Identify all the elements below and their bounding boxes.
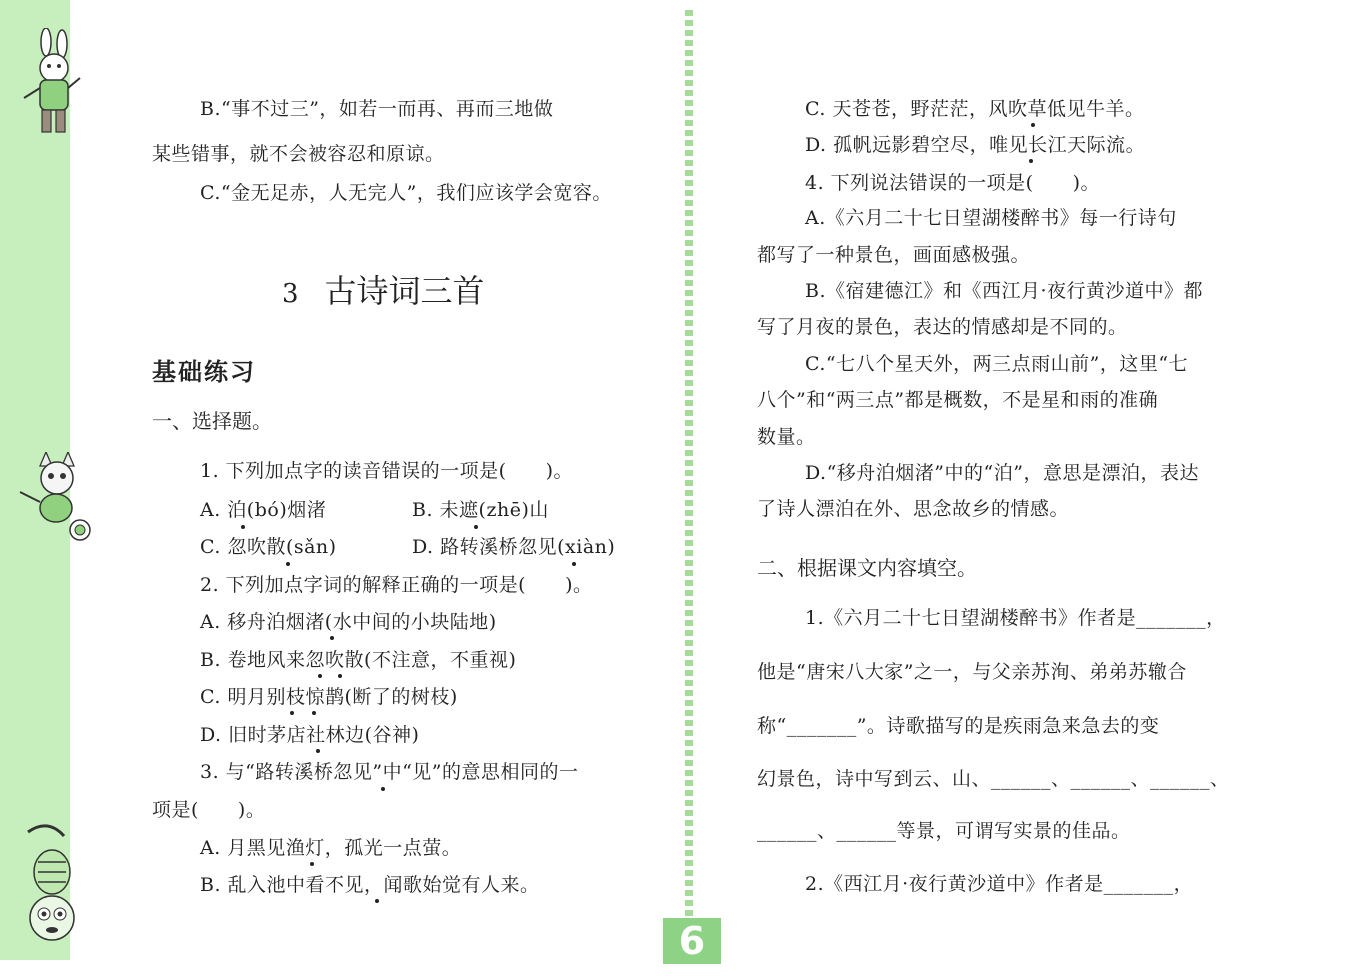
option-d: D. 路转溪桥忽见(xiàn): [412, 536, 616, 558]
option-b: B. 乱入池中看不见，闻歌始觉有人来。: [200, 874, 540, 896]
emphasis-dot: [375, 899, 379, 903]
question-stem: 1. 下列加点字的读音错误的一项是( )。: [200, 460, 573, 482]
text-line: B.“事不过三”，如若一而再、再而三地做: [200, 98, 554, 120]
emphasis-dot: [474, 525, 478, 529]
option-b: B.《宿建德江》和《西江月·夜行黄沙道中》都: [805, 280, 1204, 302]
emphasis-dot: [241, 525, 245, 529]
option-a: A. 泊(bó)烟渚: [200, 499, 327, 521]
emphasis-dot: [290, 711, 294, 715]
option-d: D.“移舟泊烟渚”中的“泊”，意思是漂泊，表达: [805, 462, 1199, 484]
question-stem: 项是( )。: [152, 799, 266, 821]
rabbit-mascot-icon: [10, 28, 90, 140]
emphasis-dot: [330, 636, 334, 640]
option-c: C. 明月别枝惊鹊(断了的树枝): [200, 686, 458, 708]
option-d: D. 旧时茅店社林边(谷神): [200, 724, 420, 746]
emphasis-dot: [310, 862, 314, 866]
part-heading: 二、根据课文内容填空。: [757, 556, 977, 580]
cat-mascot-icon: [14, 452, 94, 544]
text-line: C.“金无足赤，人无完人”，我们应该学会宽容。: [200, 182, 612, 204]
option-c-cont: 数量。: [757, 426, 816, 448]
fill-line: 称“_______”。诗歌描写的是疾雨急来急去的变: [757, 715, 1160, 737]
page-number: 6: [663, 918, 721, 964]
emphasis-dot: [381, 787, 385, 791]
option-d: D. 孤帆远影碧空尽，唯见长江天际流。: [805, 134, 1146, 156]
option-c: C.“七八个星天外，两三点雨山前”，这里“七: [805, 353, 1189, 375]
emphasis-dot: [286, 562, 290, 566]
page-divider: [685, 10, 693, 955]
emphasis-dot: [338, 674, 342, 678]
option-a: A. 月黑见渔灯，孤光一点萤。: [200, 837, 462, 859]
emphasis-dot: [572, 562, 576, 566]
option-a: A. 移舟泊烟渚(水中间的小块陆地): [200, 611, 497, 633]
tiger-mascot-icon: [18, 822, 78, 952]
option-b-cont: 写了月夜的景色，表达的情感却是不同的。: [757, 316, 1128, 338]
question-stem: 2. 下列加点字词的解释正确的一项是( )。: [200, 574, 593, 596]
part-heading: 一、选择题。: [152, 409, 272, 433]
emphasis-dot: [1029, 159, 1033, 163]
fill-line: ______、______等景，可谓写实景的佳品。: [757, 820, 1131, 842]
lesson-title-text: 古诗词三首: [324, 272, 485, 310]
emphasis-dot: [1031, 123, 1035, 127]
text-line: 某些错事，就不会被容忍和原谅。: [152, 143, 445, 165]
emphasis-dot: [316, 749, 320, 753]
option-b: B. 未遮(zhē)山: [412, 499, 549, 521]
emphasis-dot: [312, 711, 316, 715]
question-stem: 4. 下列说法错误的一项是( )。: [805, 172, 1100, 194]
fill-line: 2.《西江月·夜行黄沙道中》作者是_______，: [805, 873, 1194, 895]
option-c: C. 忽吹散(sǎn): [200, 536, 337, 558]
emphasis-dot: [318, 674, 322, 678]
lesson-number: 3: [282, 279, 299, 309]
fill-line: 他是“唐宋八大家”之一，与父亲苏洵、弟弟苏辙合: [757, 661, 1187, 683]
option-c: C. 天苍苍，野茫茫，风吹草低见牛羊。: [805, 98, 1145, 120]
option-a-cont: 都写了一种景色，画面感极强。: [757, 244, 1031, 266]
lesson-title: [282, 266, 485, 312]
question-stem: 3. 与“路转溪桥忽见”中“见”的意思相同的一: [200, 761, 579, 783]
option-b: B. 卷地风来忽吹散(不注意，不重视): [200, 649, 517, 671]
option-d-cont: 了诗人漂泊在外、思念故乡的情感。: [757, 498, 1070, 520]
option-a: A.《六月二十七日望湖楼醉书》每一行诗句: [805, 207, 1177, 229]
fill-line: 1.《六月二十七日望湖楼醉书》作者是_______，: [805, 607, 1226, 629]
option-c-cont: 八个”和“两三点”都是概数，不是星和雨的准确: [757, 389, 1159, 411]
fill-line: 幻景色，诗中写到云、山、______、______、______、: [757, 768, 1230, 790]
section-heading: 基础练习: [152, 358, 256, 386]
